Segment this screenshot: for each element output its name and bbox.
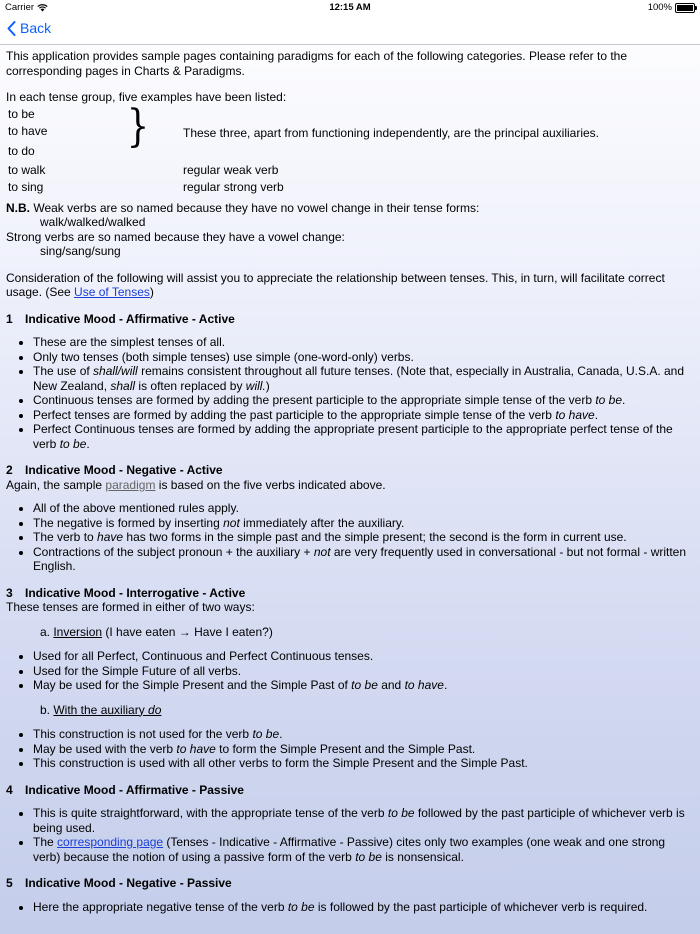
verb-to-sing: to sing	[8, 179, 44, 194]
list-item: • The verb to have has two forms in the simple past and the simple present; the second is the form in current use.	[33, 530, 694, 545]
chevron-left-icon	[7, 21, 16, 36]
nb-strong: Strong verbs are so named because they have a vowel change:	[6, 229, 345, 244]
section-2-intro: Again, the sample paradigm is based on the five verbs indicated above.	[6, 477, 386, 492]
list-item: • Perfect Continuous tenses are formed by adding the appropriate present participle to the appropriate perfect tense of the verb to be.	[33, 422, 694, 451]
auxiliaries-note: These three, apart from functioning independently, are the principal auxiliaries.	[183, 125, 600, 140]
use-of-tenses-link[interactable]: Use of Tenses	[74, 285, 150, 299]
section-3-intro: These tenses are formed in either of two ways:	[6, 600, 255, 614]
verb-to-do: to do	[8, 143, 35, 158]
section-1-title: Indicative Mood - Affirmative - Active	[25, 311, 235, 326]
list-item: • The corresponding page (Tenses - Indicative - Affirmative - Passive) cites only two examples (one weak and one strong verb) because the notion of using a passive form of the verb to be is nonsensical.	[33, 835, 694, 864]
section-2-number: 2	[6, 463, 13, 477]
verb-to-walk: to walk	[8, 162, 46, 177]
back-label: Back	[20, 20, 52, 36]
back-button[interactable]	[7, 20, 51, 36]
list-item: • May be used with the verb to have to form the Simple Present and the Simple Past.	[33, 742, 694, 757]
list-item: • Perfect tenses are formed by adding the past participle to the appropriate simple tense of the verb to have.	[33, 408, 694, 423]
paradigm-link[interactable]: paradigm	[105, 477, 156, 492]
nb-block	[6, 201, 694, 259]
section-5-title: Indicative Mood - Negative - Passive	[25, 876, 232, 890]
list-item: • Used for the Simple Future of all verbs.	[33, 664, 694, 679]
section-5-number: 5	[6, 876, 13, 890]
nb-weak-text: Weak verbs are so named because they have no vowel change in their tense forms:	[33, 200, 480, 215]
list-item: • Continuous tenses are formed by adding the present participle to the appropriate simple tense of the verb to be.	[33, 393, 694, 408]
list-item: • This construction is not used for the verb to be.	[33, 727, 694, 742]
list-item: • Here the appropriate negative tense of the verb to be is followed by the past participle of whichever verb is required.	[33, 900, 694, 915]
list-item: • May be used for the Simple Present and the Simple Past of to be and to have.	[33, 678, 694, 693]
list-item: • This is quite straightforward, with the appropriate tense of the verb to be followed by the past participle of whichever verb is being used.	[33, 806, 694, 835]
battery-icon	[675, 3, 695, 13]
inversion-subheading: a. Inversion (I have eaten → Have I eaten?)	[40, 624, 273, 639]
nb-weak	[6, 201, 694, 216]
brace-glyph: }	[126, 100, 150, 152]
intro-list-lead: In each tense group, five examples have been listed:	[6, 90, 287, 104]
list-item: • These are the simplest tenses of all.	[33, 335, 694, 350]
section-4-heading	[6, 783, 694, 798]
section-3-number: 3	[6, 585, 13, 600]
section-3a-list	[6, 649, 694, 693]
section-2-title: Indicative Mood - Negative - Active	[25, 463, 223, 477]
navigation-bar	[0, 14, 700, 45]
battery-percent: 100%	[647, 2, 672, 13]
content-area[interactable]	[0, 45, 700, 914]
section-4-number: 4	[6, 782, 13, 797]
consideration-text: Consideration of the following will assist you to appreciate the relationship between tenses. This, in turn, will facilitate correct usage. (See	[6, 270, 665, 299]
list-item: • This construction is used with all other verbs to form the Simple Present and the Simple Past.	[33, 756, 694, 771]
status-time: 12:15 AM	[329, 2, 371, 13]
intro-paragraph: This application provides sample pages containing paradigms for each of the following categories. Please refer to the corresponding pages in Charts & Paradigms.	[6, 49, 628, 78]
section-1-number: 1	[6, 311, 13, 326]
carrier-label: Carrier	[5, 2, 35, 13]
section-1-list	[6, 335, 694, 451]
list-item: • Contractions of the subject pronoun + the auxiliary + not are very frequently used in conversational - but not formal - written English.	[33, 545, 694, 574]
sing-description: regular strong verb	[183, 179, 284, 194]
section-3-heading	[6, 586, 694, 601]
section-4-title: Indicative Mood - Affirmative - Passive	[25, 782, 244, 797]
section-2-heading	[6, 463, 694, 478]
list-item: • Only two tenses (both simple tenses) use simple (one-word-only) verbs.	[33, 350, 694, 365]
verb-to-be: to be	[8, 106, 35, 121]
auxiliary-do-subheading: b. With the auxiliary do	[40, 702, 162, 717]
list-item: • The negative is formed by inserting not immediately after the auxiliary.	[33, 516, 694, 531]
section-3b-list	[6, 727, 694, 771]
walk-description: regular weak verb	[183, 162, 279, 177]
list-item: • The use of shall/will remains consistent throughout all future tenses. (Note that, especially in Australia, Canada, U.S.A. and New Zealand, shall is often replaced by will.)	[33, 364, 694, 393]
consideration-end: )	[149, 285, 154, 299]
nb-weak-example: walk/walked/walked	[40, 215, 146, 229]
list-item: • All of the above mentioned rules apply.	[33, 501, 694, 516]
nb-label: N.B.	[6, 200, 30, 215]
nb-strong-example: sing/sang/sung	[40, 244, 121, 258]
section-5-heading	[6, 876, 694, 891]
status-bar	[0, 0, 700, 14]
corresponding-page-link[interactable]: corresponding page	[57, 835, 164, 849]
example-verbs	[6, 100, 694, 194]
section-5-list	[6, 900, 694, 915]
consideration-paragraph	[6, 271, 694, 300]
list-item: • Used for all Perfect, Continuous and Perfect Continuous tenses.	[33, 649, 694, 664]
status-right	[648, 2, 695, 13]
section-3-title: Indicative Mood - Interrogative - Active	[25, 585, 246, 600]
verb-to-have: to have	[8, 123, 48, 138]
section-1-heading	[6, 312, 694, 327]
section-2-list	[6, 501, 694, 574]
section-4-list	[6, 806, 694, 864]
